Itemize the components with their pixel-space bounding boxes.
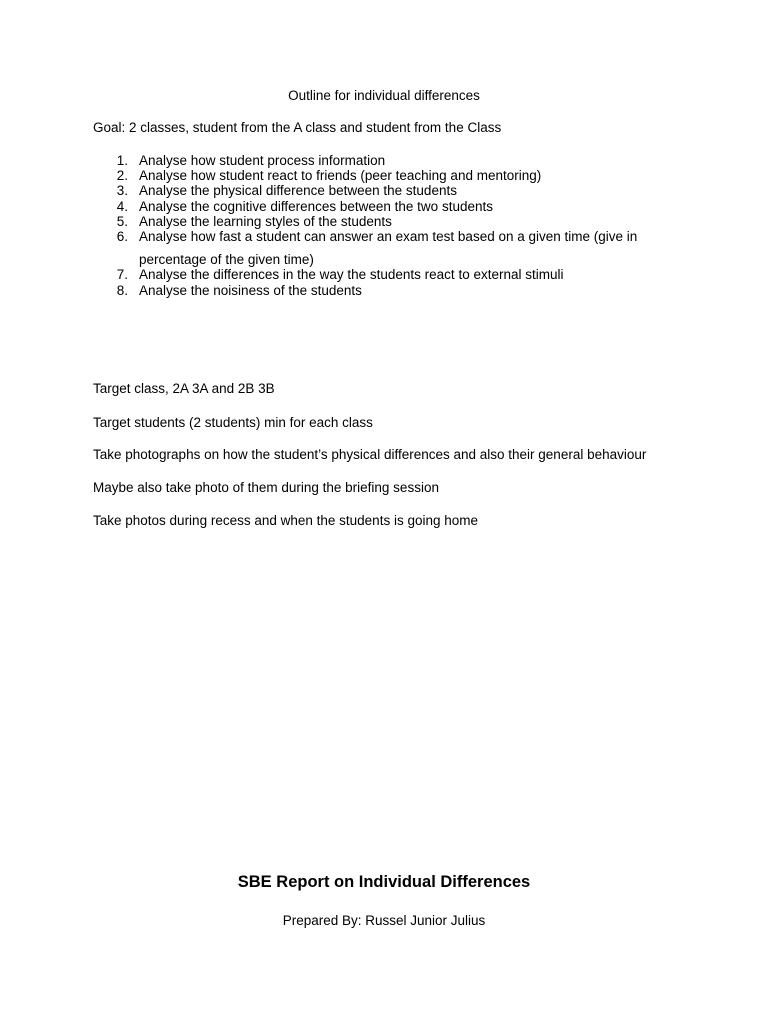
outline-title: Outline for individual differences bbox=[288, 88, 480, 103]
list-item-number: 5. bbox=[116, 213, 128, 229]
list-item-text: Analyse the cognitive differences between the two students bbox=[139, 198, 493, 214]
prepared-by: Prepared By: Russel Junior Julius bbox=[282, 913, 486, 928]
list-item-number: 3. bbox=[116, 183, 128, 199]
report-title: SBE Report on Individual Differences bbox=[237, 873, 531, 891]
list-item bbox=[112, 267, 637, 282]
list-item-text: Analyse how student react to friends (peer teaching and mentoring) bbox=[139, 168, 542, 184]
analysis-list bbox=[112, 153, 637, 298]
list-item bbox=[112, 183, 637, 198]
list-item-number: 2. bbox=[116, 168, 128, 184]
list-item-text: Analyse the physical difference between the students bbox=[139, 183, 457, 199]
list-item bbox=[112, 153, 637, 168]
list-item bbox=[112, 168, 637, 183]
list-item bbox=[112, 214, 637, 229]
list-item-text: Analyse the noisiness of the students bbox=[139, 282, 362, 298]
list-item-number: 6. bbox=[116, 229, 128, 245]
list-item bbox=[112, 283, 637, 298]
note-target-students: Target students (2 students) min for each class bbox=[93, 415, 373, 430]
list-item-text: Analyse how student process information bbox=[139, 153, 386, 168]
list-item-text: Analyse the differences in the way the students react to external stimuli bbox=[139, 267, 564, 283]
note-recess-photos: Take photos during recess and when the students is going home bbox=[93, 513, 478, 528]
note-photographs: Take photographs on how the student’s physical differences and also their general behaviour bbox=[93, 447, 647, 462]
goal-text: Goal: 2 classes, student from the A class and student from the Class bbox=[93, 120, 502, 135]
list-item-number: 7. bbox=[116, 267, 128, 283]
note-target-class: Target class, 2A 3A and 2B 3B bbox=[93, 381, 275, 396]
list-item bbox=[112, 199, 637, 214]
list-item-text: Analyse how fast a student can answer an exam test based on a given time (give in bbox=[139, 229, 638, 245]
list-item-number: 8. bbox=[116, 282, 128, 298]
list-item-text: Analyse the learning styles of the students bbox=[139, 213, 392, 229]
list-item-continuation: percentage of the given time) bbox=[139, 252, 314, 268]
list-item-number: 1. bbox=[116, 153, 128, 168]
list-item-number: 4. bbox=[116, 198, 128, 214]
list-item bbox=[112, 229, 637, 267]
note-briefing-photo: Maybe also take photo of them during the briefing session bbox=[93, 480, 439, 495]
